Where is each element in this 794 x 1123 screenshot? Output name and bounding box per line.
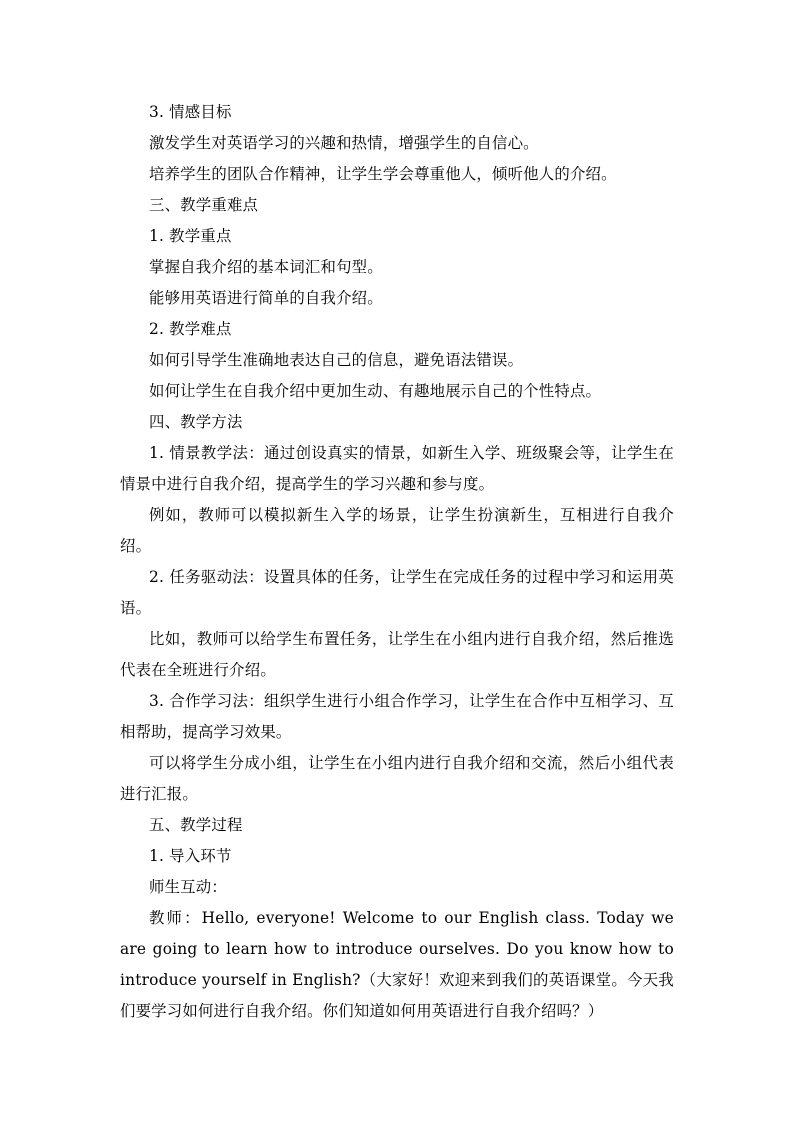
paragraph-teacher-dialogue: 教师：Hello, everyone! Welcome to our English class. Today we are going to learn how to introduce ourselves. Do you know how to introduce yourself in English?（大家好！欢迎来到我们的英语课堂。今天我们要学习如何进行自我介绍。你们知道如何用英语进行自我介绍吗？） bbox=[120, 909, 674, 1020]
subheading-lead-in: 1. 导入环节 bbox=[149, 847, 232, 865]
paragraph: 可以将学生分成小组，让学生在小组内进行自我介绍和交流，然后小组代表进行汇报。 bbox=[120, 754, 674, 803]
subheading-key-points: 1. 教学重点 bbox=[149, 227, 232, 245]
subheading-difficulties: 2. 教学难点 bbox=[149, 320, 232, 338]
section-heading-teaching-methods: 四、教学方法 bbox=[149, 413, 243, 431]
paragraph: 如何引导学生准确地表达自己的信息，避免语法错误。 bbox=[149, 351, 524, 369]
paragraph: 激发学生对英语学习的兴趣和热情，增强学生的自信心。 bbox=[149, 134, 539, 152]
paragraph-situational-method: 1. 情景教学法：通过创设真实的情景，如新生入学、班级聚会等，让学生在情景中进行自我介绍，提高学生的学习兴趣和参与度。 bbox=[120, 444, 674, 493]
paragraph: 如何让学生在自我介绍中更加生动、有趣地展示自己的个性特点。 bbox=[149, 382, 602, 400]
document-body bbox=[120, 97, 674, 1027]
paragraph: 师生互动： bbox=[149, 878, 227, 896]
heading-emotional-goals: 3. 情感目标 bbox=[149, 103, 232, 121]
paragraph: 比如，教师可以给学生布置任务，让学生在小组内进行自我介绍，然后推选代表在全班进行介绍。 bbox=[120, 630, 674, 679]
section-heading-teaching-process: 五、教学过程 bbox=[149, 816, 243, 834]
section-heading-key-difficulties: 三、教学重难点 bbox=[149, 196, 259, 214]
paragraph: 例如，教师可以模拟新生入学的场景，让学生扮演新生，互相进行自我介绍。 bbox=[120, 506, 674, 555]
paragraph-task-driven-method: 2. 任务驱动法：设置具体的任务，让学生在完成任务的过程中学习和运用英语。 bbox=[120, 568, 674, 617]
paragraph: 掌握自我介绍的基本词汇和句型。 bbox=[149, 258, 383, 276]
paragraph: 培养学生的团队合作精神，让学生学会尊重他人，倾听他人的介绍。 bbox=[149, 165, 617, 183]
paragraph-cooperative-method: 3. 合作学习法：组织学生进行小组合作学习，让学生在合作中互相学习、互相帮助，提高学习效果。 bbox=[120, 692, 674, 741]
paragraph: 能够用英语进行简单的自我介绍。 bbox=[149, 289, 383, 307]
